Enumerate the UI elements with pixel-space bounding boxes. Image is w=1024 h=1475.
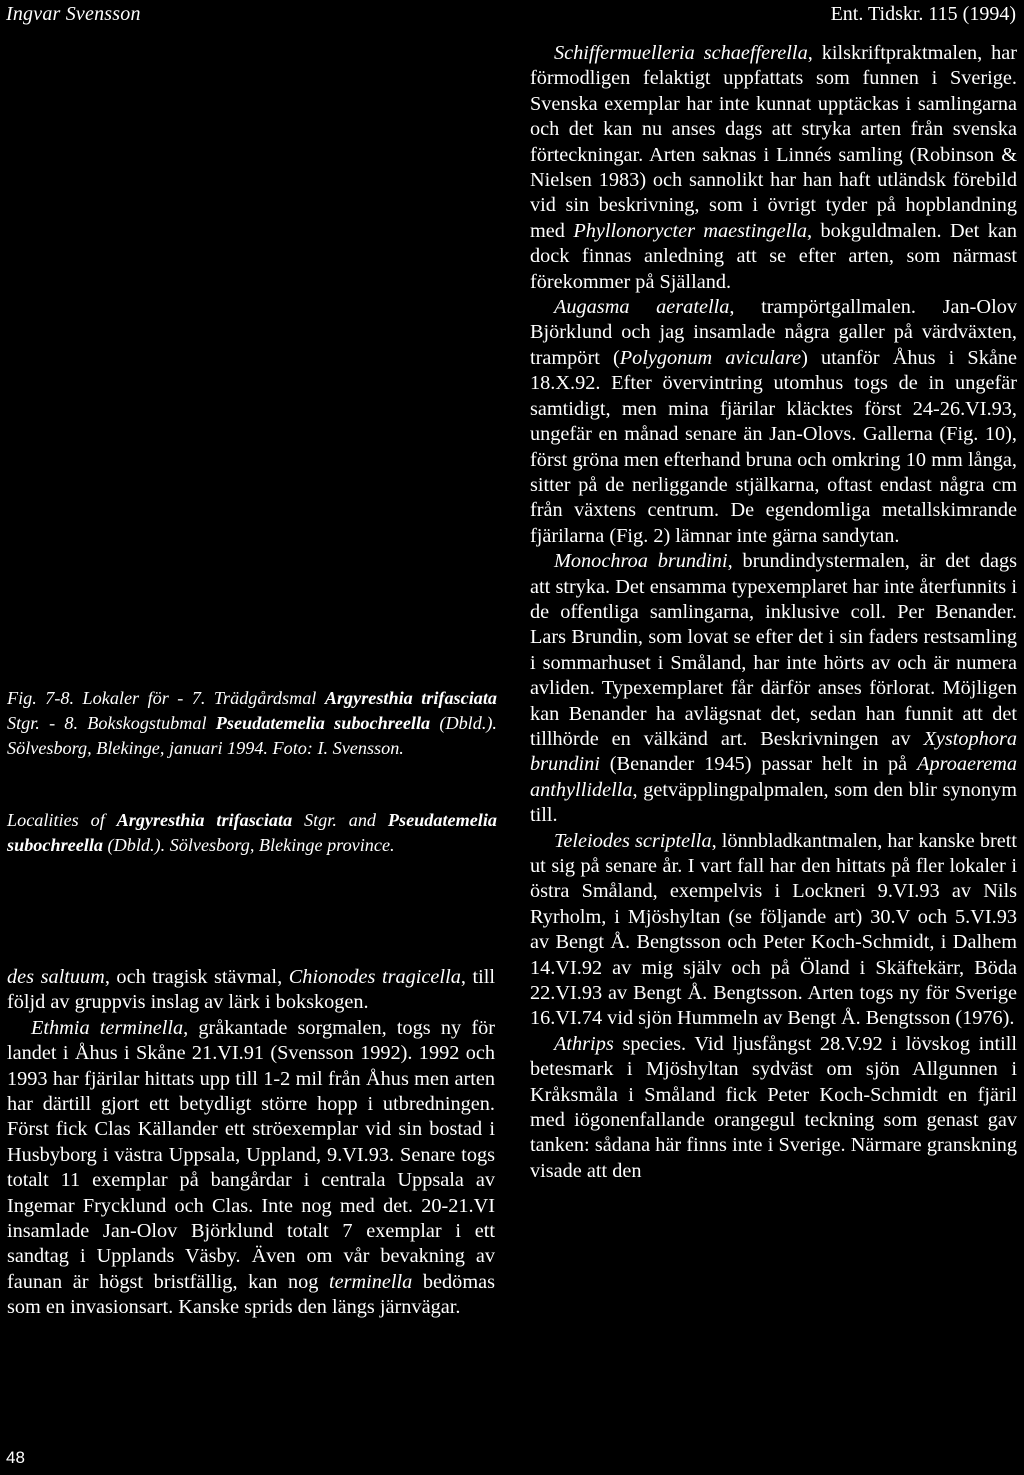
- text-run: , till följd av gruppvis inslag av lärk i bokskogen.: [7, 966, 495, 1014]
- figure-caption-english: [7, 808, 497, 858]
- paragraph: [7, 965, 495, 1016]
- paragraph: [530, 41, 1017, 295]
- paragraph: [7, 1016, 495, 1321]
- italic-text: Stgr. and: [292, 810, 388, 830]
- paragraph: [530, 1032, 1017, 1184]
- italic-text: Ethmia terminella: [31, 1016, 184, 1039]
- italic-text: terminella: [328, 1270, 413, 1293]
- italic-text: Monochroa brundini: [554, 550, 728, 573]
- text-run: , lönnbladkantmalen, har kanske brett ut sig på senare år. I vart fall har den hittats på fler lokaler i östra Småland, exempelvis i Lockneri 9.VI.93 av Nils Ryrholm, i Mjöshyltan (se följande art) 30.V och 5.VI.93 av Bengt Å. Bengtsson och Peter Koch-Schmidt, i Dalhem 14.VI.92 av mig själv och på Öland i Skäftekärr, Böda 22.VI.93 av Bengt Å. Bengtsson. Arten togs ny för Sverige 16.VI.74 vid sjön Hummeln av Bengt Å. Bengtsson (1976).: [530, 829, 1018, 1030]
- italic-text: Phyllonorycter maestingella: [573, 219, 808, 242]
- italic-text: (Dbld.). Sölvesborg, Blekinge province.: [103, 835, 395, 855]
- italic-text: Augasma aeratella: [554, 296, 730, 319]
- paragraph: [530, 295, 1017, 549]
- bold-italic-species-name: Argyresthia trifasciata: [116, 810, 293, 830]
- bold-italic-species-name: Pseudatemelia subochreella: [7, 810, 497, 855]
- text-run: , getväpplingpalpmalen, som den blir synonym till.: [530, 778, 1017, 827]
- caption-text: [7, 808, 497, 858]
- italic-text: Fig. 7-8. Lokaler för - 7. Trädgårdsmal: [7, 688, 325, 708]
- text-run: ) utanför Åhus i Skåne 18.X.92. Efter övervintring utomhus togs de in ungefär samtidigt, men mina fjärilar kläcktes först 24-26.VI.93, ungefär en månad senare än Jan-Olovs. Gallerna (Fig. 10), först gröna men efterhand bruna och omkring 10 mm långa, sitter på de nerliggande stjälkarna, oftast endast några cm från växtens centrum. De egendomliga metallskimrande fjärilarna (Fig. 2) lämnar inte gärna sandytan.: [530, 346, 1017, 547]
- italic-text: Xystophora brundini: [530, 727, 1017, 776]
- text-run: , bokguldmalen. Det kan dock finnas anledning att se efter arten, som närmast förekommer på Själland.: [530, 219, 1017, 293]
- running-header-author: Ingvar Svensson: [6, 3, 141, 25]
- text-run: , trampörtgallmalen. Jan-Olov Björklund och jag insamlade några galler på värdväxten, trampört (: [530, 296, 1017, 369]
- italic-text: Stgr. - 8. Bokskogstubmal: [7, 713, 216, 733]
- italic-text: Chionodes tragicella: [288, 966, 461, 988]
- italic-text: Localities of: [7, 810, 117, 830]
- italic-text: Aproaerema anthyllidella: [530, 753, 1017, 801]
- paragraph: [530, 829, 1017, 1032]
- left-text-column: [7, 965, 495, 1321]
- italic-text: Schiffermuelleria schaefferella: [554, 42, 808, 64]
- text-run: (Benander 1945) passar helt in på: [599, 753, 918, 776]
- figure-caption-swedish: [7, 686, 497, 761]
- italic-text: (Dbld.). Sölvesborg, Blekinge, januari 1994. Foto: I. Svensson.: [7, 713, 497, 758]
- running-header-journal: Ent. Tidskr. 115 (1994): [830, 3, 1016, 25]
- bold-italic-species-name: Argyresthia trifasciata: [324, 688, 497, 708]
- italic-text: Teleiodes scriptella: [554, 829, 712, 852]
- text-run: bedömas som en invasionsart. Kanske sprids den längs järnvägar.: [7, 1270, 495, 1319]
- italic-text: Athrips: [554, 1032, 614, 1055]
- text-run: , kilskriftpraktmalen, har förmodligen felaktigt uppfattats som funnen i Sverige. Svenska exemplar har inte kunnat upptäckas i samlingarna och det kan nu anses dags att stryka arten från svenska förteckningar. Arten saknas i Linnés samling (Robinson & Nielsen 1983) och sannolikt har han haft utländsk förebild vid sin beskrivning, som i övrigt tyder på hopblandning med: [530, 42, 1017, 242]
- bold-italic-species-name: Pseudatemelia subochreella: [215, 713, 431, 733]
- caption-text: [7, 686, 497, 761]
- page-number: 48: [6, 1448, 25, 1467]
- right-text-column: [530, 41, 1017, 1184]
- text-run: , brundindystermalen, är det dags att stryka. Det ensamma typexemplaret har inte återfunnits i de offentliga samlingarna, inklusive coll. Per Benander. Lars Brundin, som lovat se efter det i sin faders restsamling i sommarhuset i Småland, har inte hörts av och är numera avliden. Typexemplaret får därför anses förlorat. Möjligen kan Benander ha avlägsnat det, sedan han funnit att det tillhörde en välkänd art. Beskrivningen av: [530, 550, 1017, 750]
- paragraph: [530, 549, 1017, 828]
- text-run: , gråkantade sorgmalen, togs ny för landet i Åhus i Skåne 21.VI.91 (Svensson 1992). 1992 och 1993 har fjärilar hittats upp till 1-2 mil från Åhus men arten har därtill gjort ett betydligt större hopp i utbredningen. Först fick Clas Källander ett ströexemplar vid sin bostad i Husbyborg i västra Uppsala, Uppland, 9.VI.93. Senare togs totalt 11 exemplar på bangårdar i centrala Uppsala av Ingemar Frycklund och Clas. Inte nog med det. 20-21.VI insamlade Jan-Olov Björklund totalt 7 exemplar i ett sandtag i Upplands Väsby. Även om vår bevakning av faunan är högst bristfällig, kan nog: [7, 1016, 495, 1293]
- italic-text: des saltuum: [7, 966, 105, 988]
- italic-text: Polygonum aviculare: [619, 346, 802, 369]
- text-run: species. Vid ljusfångst 28.V.92 i lövskog intill betesmark i Mjöshyltan sydväst om sjön Allgunnen i Kråksmåla i Småland fick Peter Koch-Schmidt en fjäril med iögonenfallande orangegul teckning som genast gav tanken: sådana här finns inte i Sverige. Närmare granskning visade att den: [530, 1032, 1017, 1182]
- text-run: , och tragisk stävmal,: [104, 966, 289, 988]
